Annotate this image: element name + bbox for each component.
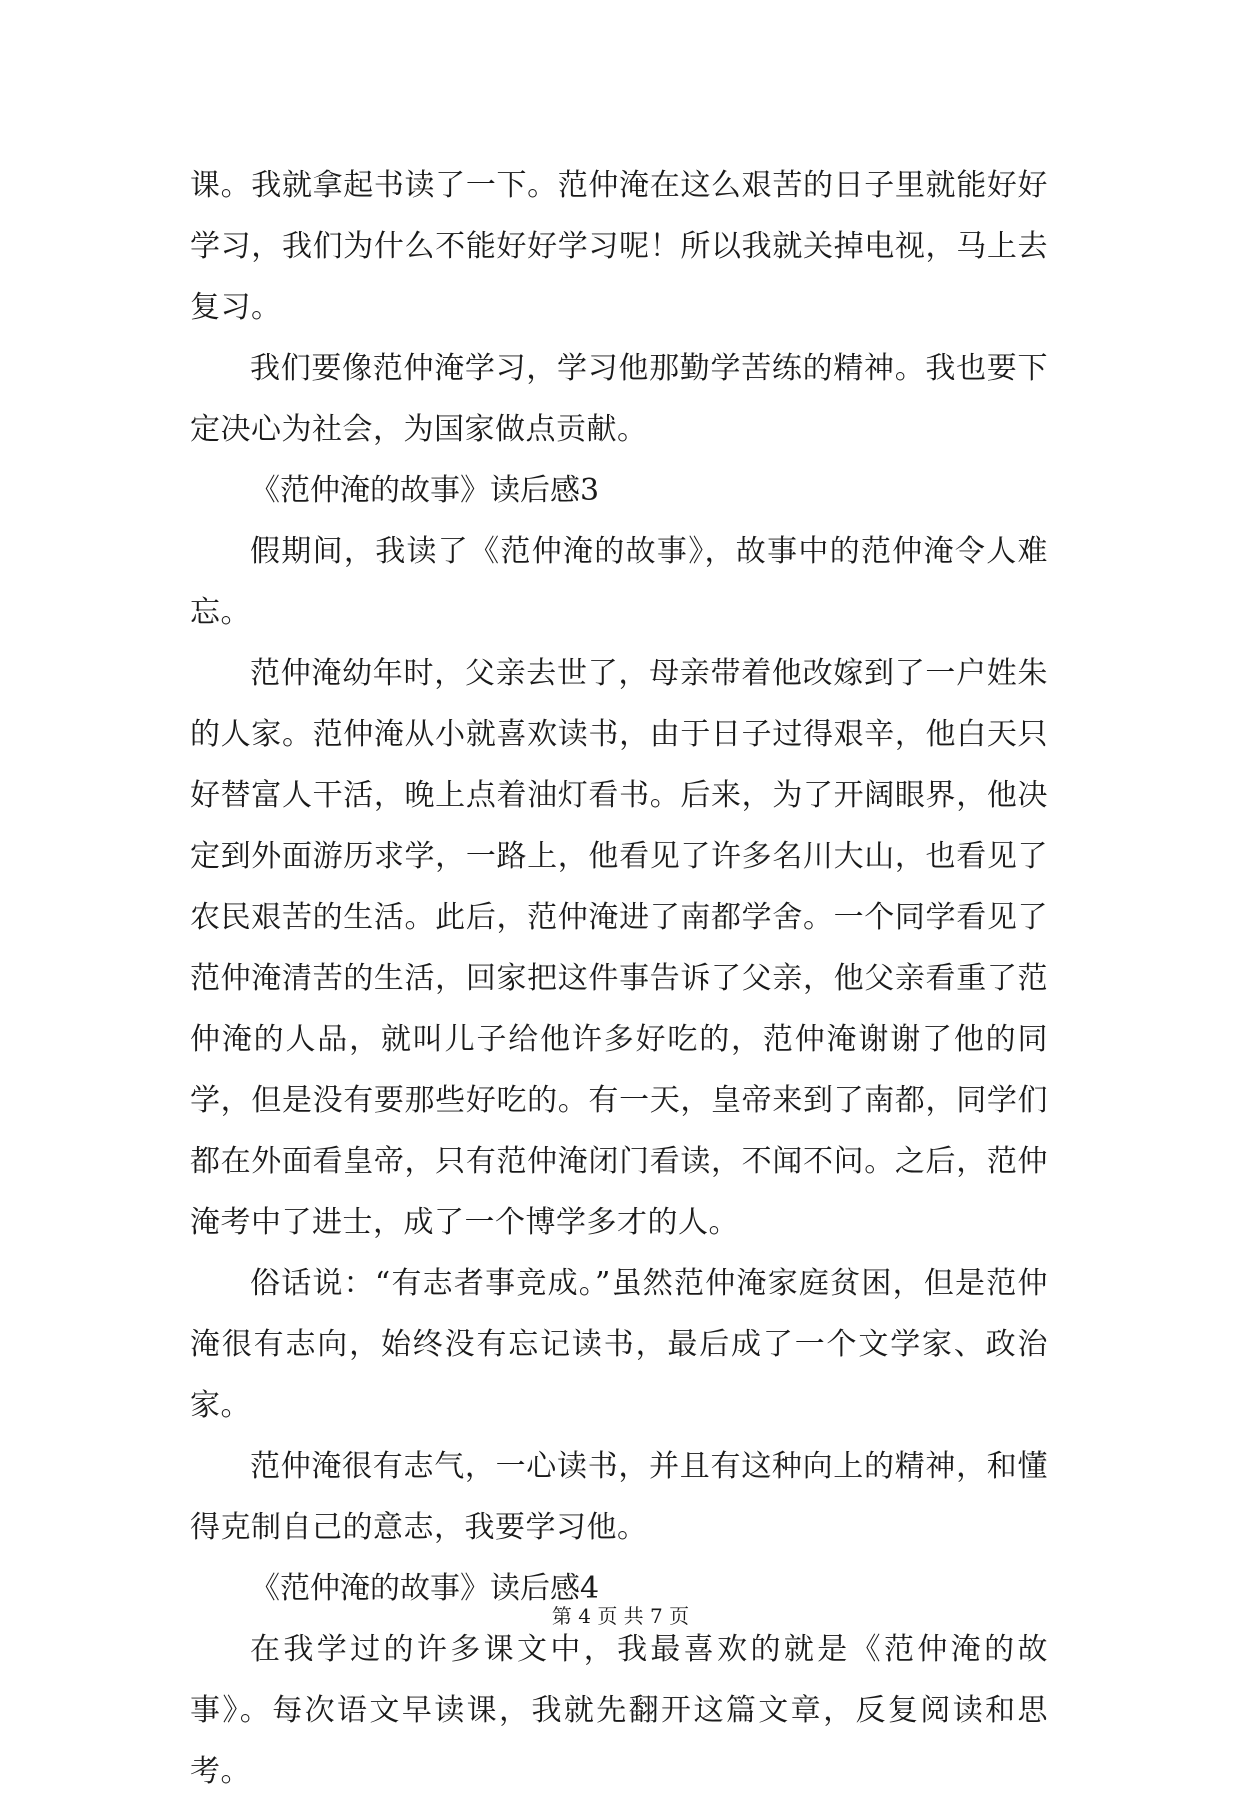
paragraph-conclusion-3: 范仲淹很有志气，一心读书，并且有这种向上的精神，和懂得克制自己的意志，我要学习他。 [190, 1449, 1048, 1545]
paragraph-conclusion-2: 我们要像范仲淹学习，学习他那勤学苦练的精神。我也要下定决心为社会，为国家做点贡献。 [190, 351, 1048, 447]
paragraph-proverb-3: 俗话说：“有志者事竞成。”虽然范仲淹家庭贫困，但是范仲淹很有志向，始终没有忘记读书，最后成了一个文学家、政治家。 [190, 1266, 1048, 1423]
paragraph-intro-3: 假期间，我读了《范仲淹的故事》，故事中的范仲淹令人难忘。 [190, 534, 1048, 630]
paragraph-intro-4: 在我学过的许多课文中，我最喜欢的就是《范仲淹的故事》。每次语文早读课，我就先翻开这篇文章，反复阅读和思考。 [190, 1632, 1048, 1789]
section-heading-3: 《范仲淹的故事》读后感3 [250, 473, 600, 508]
page-footer: 第 4 页 共 7 页 [551, 1604, 690, 1628]
document-body [190, 155, 1048, 1802]
paragraph-story-3: 范仲淹幼年时，父亲去世了，母亲带着他改嫁到了一户姓朱的人家。范仲淹从小就喜欢读书，由于日子过得艰辛，他白天只好替富人干活，晚上点着油灯看书。后来，为了开阔眼界，他决定到外面游历求学，一路上，他看见了许多名川大山，也看见了农民艰苦的生活。此后，范仲淹进了南都学舍。一个同学看见了范仲淹清苦的生活，回家把这件事告诉了父亲，他父亲看重了范仲淹的人品，就叫儿子给他许多好吃的，范仲淹谢谢了他的同学，但是没有要那些好吃的。有一天，皇帝来到了南都，同学们都在外面看皇帝，只有范仲淹闭门看读，不闻不问。之后，范仲淹考中了进士，成了一个博学多才的人。 [190, 656, 1048, 1240]
paragraph-continuation: 课。我就拿起书读了一下。范仲淹在这么艰苦的日子里就能好好学习，我们为什么不能好好学习呢！所以我就关掉电视，马上去复习。 [190, 168, 1048, 325]
section-heading-4: 《范仲淹的故事》读后感4 [250, 1571, 600, 1606]
